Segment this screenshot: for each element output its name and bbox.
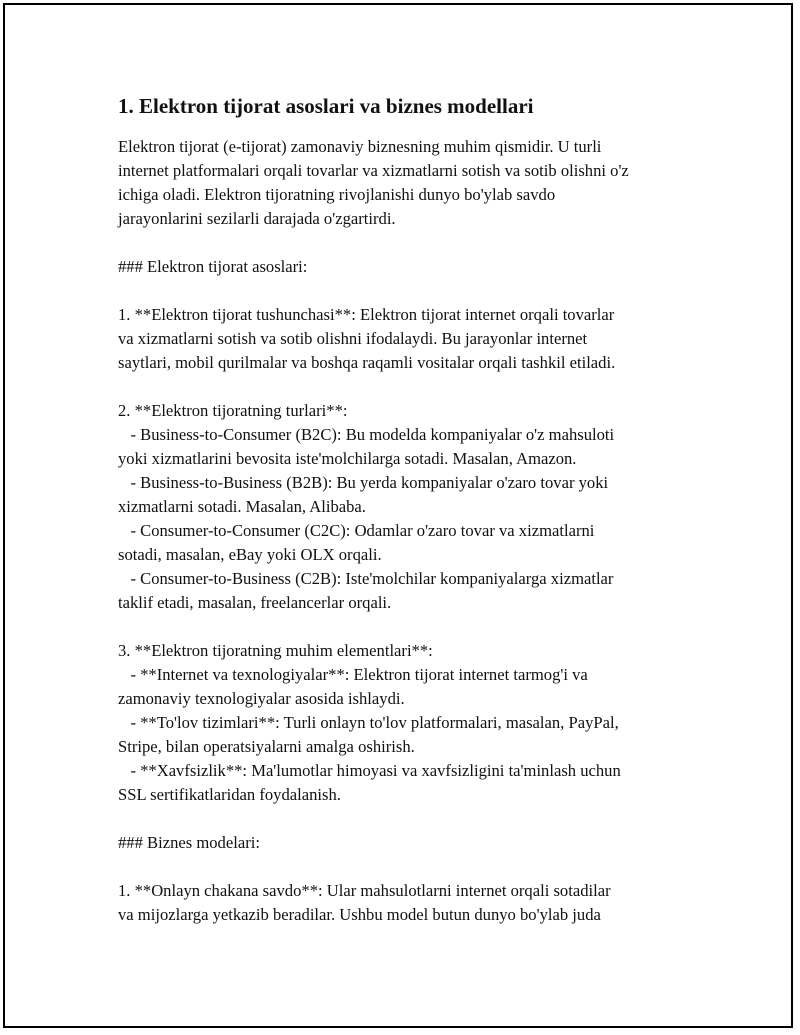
paragraph bbox=[118, 135, 718, 231]
text-line: xizmatlarni sotadi. Masalan, Alibaba. bbox=[118, 497, 366, 516]
text-line: 1. **Onlayn chakana savdo**: Ular mahsulotlarni internet orqali sotadilar bbox=[118, 881, 611, 900]
text-line: yoki xizmatlarini bevosita iste'molchilarga sotadi. Masalan, Amazon. bbox=[118, 449, 577, 468]
paragraph bbox=[118, 879, 718, 927]
text-line: - **Internet va texnologiyalar**: Elektron tijorat internet tarmog'i va bbox=[118, 665, 588, 684]
document-heading: 1. Elektron tijorat asoslari va biznes modellari bbox=[118, 94, 534, 118]
text-line: zamonaviy texnologiyalar asosida ishlaydi. bbox=[118, 689, 405, 708]
text-line: 1. **Elektron tijorat tushunchasi**: Elektron tijorat internet orqali tovarlar bbox=[118, 305, 615, 324]
text-line: SSL sertifikatlaridan foydalanish. bbox=[118, 785, 341, 804]
text-line: - **To'lov tizimlari**: Turli onlayn to'lov platformalari, masalan, PayPal, bbox=[118, 713, 619, 732]
text-line: ichiga oladi. Elektron tijoratning rivojlanishi dunyo bo'ylab savdo bbox=[118, 185, 556, 204]
text-line: Stripe, bilan operatsiyalarni amalga oshirish. bbox=[118, 737, 415, 756]
text-line: - Business-to-Consumer (B2C): Bu modelda kompaniyalar o'z mahsuloti bbox=[118, 425, 615, 444]
text-line: ### Biznes modelari: bbox=[118, 833, 260, 852]
text-line: taklif etadi, masalan, freelancerlar orqali. bbox=[118, 593, 392, 612]
text-line: 2. **Elektron tijoratning turlari**: bbox=[118, 401, 348, 420]
text-line: internet platformalari orqali tovarlar va xizmatlarni sotish va sotib olishni o'z bbox=[118, 161, 629, 180]
paragraph bbox=[118, 255, 718, 279]
text-line: jarayonlarini sezilarli darajada o'zgartirdi. bbox=[118, 209, 396, 228]
paragraph bbox=[118, 639, 718, 807]
paragraph bbox=[118, 399, 718, 615]
paragraph bbox=[118, 303, 718, 375]
document-blocks bbox=[118, 135, 718, 927]
text-line: - Business-to-Business (B2B): Bu yerda kompaniyalar o'zaro tovar yoki bbox=[118, 473, 609, 492]
text-line: ### Elektron tijorat asoslari: bbox=[118, 257, 308, 276]
text-line: va xizmatlarni sotish va sotib olishni ifodalaydi. Bu jarayonlar internet bbox=[118, 329, 588, 348]
text-line: - Consumer-to-Consumer (C2C): Odamlar o'zaro tovar va xizmatlarni bbox=[118, 521, 595, 540]
text-line: saytlari, mobil qurilmalar va boshqa raqamli vositalar orqali tashkil etiladi. bbox=[118, 353, 616, 372]
paragraph bbox=[118, 831, 718, 855]
text-line: va mijozlarga yetkazib beradilar. Ushbu model butun dunyo bo'ylab juda bbox=[118, 905, 601, 924]
text-line: sotadi, masalan, eBay yoki OLX orqali. bbox=[118, 545, 382, 564]
text-line: Elektron tijorat (e-tijorat) zamonaviy biznesning muhim qismidir. U turli bbox=[118, 137, 602, 156]
text-line: - **Xavfsizlik**: Ma'lumotlar himoyasi va xavfsizligini ta'minlash uchun bbox=[118, 761, 621, 780]
document-body bbox=[118, 93, 718, 951]
text-line: 3. **Elektron tijoratning muhim elementlari**: bbox=[118, 641, 433, 660]
text-line: - Consumer-to-Business (C2B): Iste'molchilar kompaniyalarga xizmatlar bbox=[118, 569, 614, 588]
